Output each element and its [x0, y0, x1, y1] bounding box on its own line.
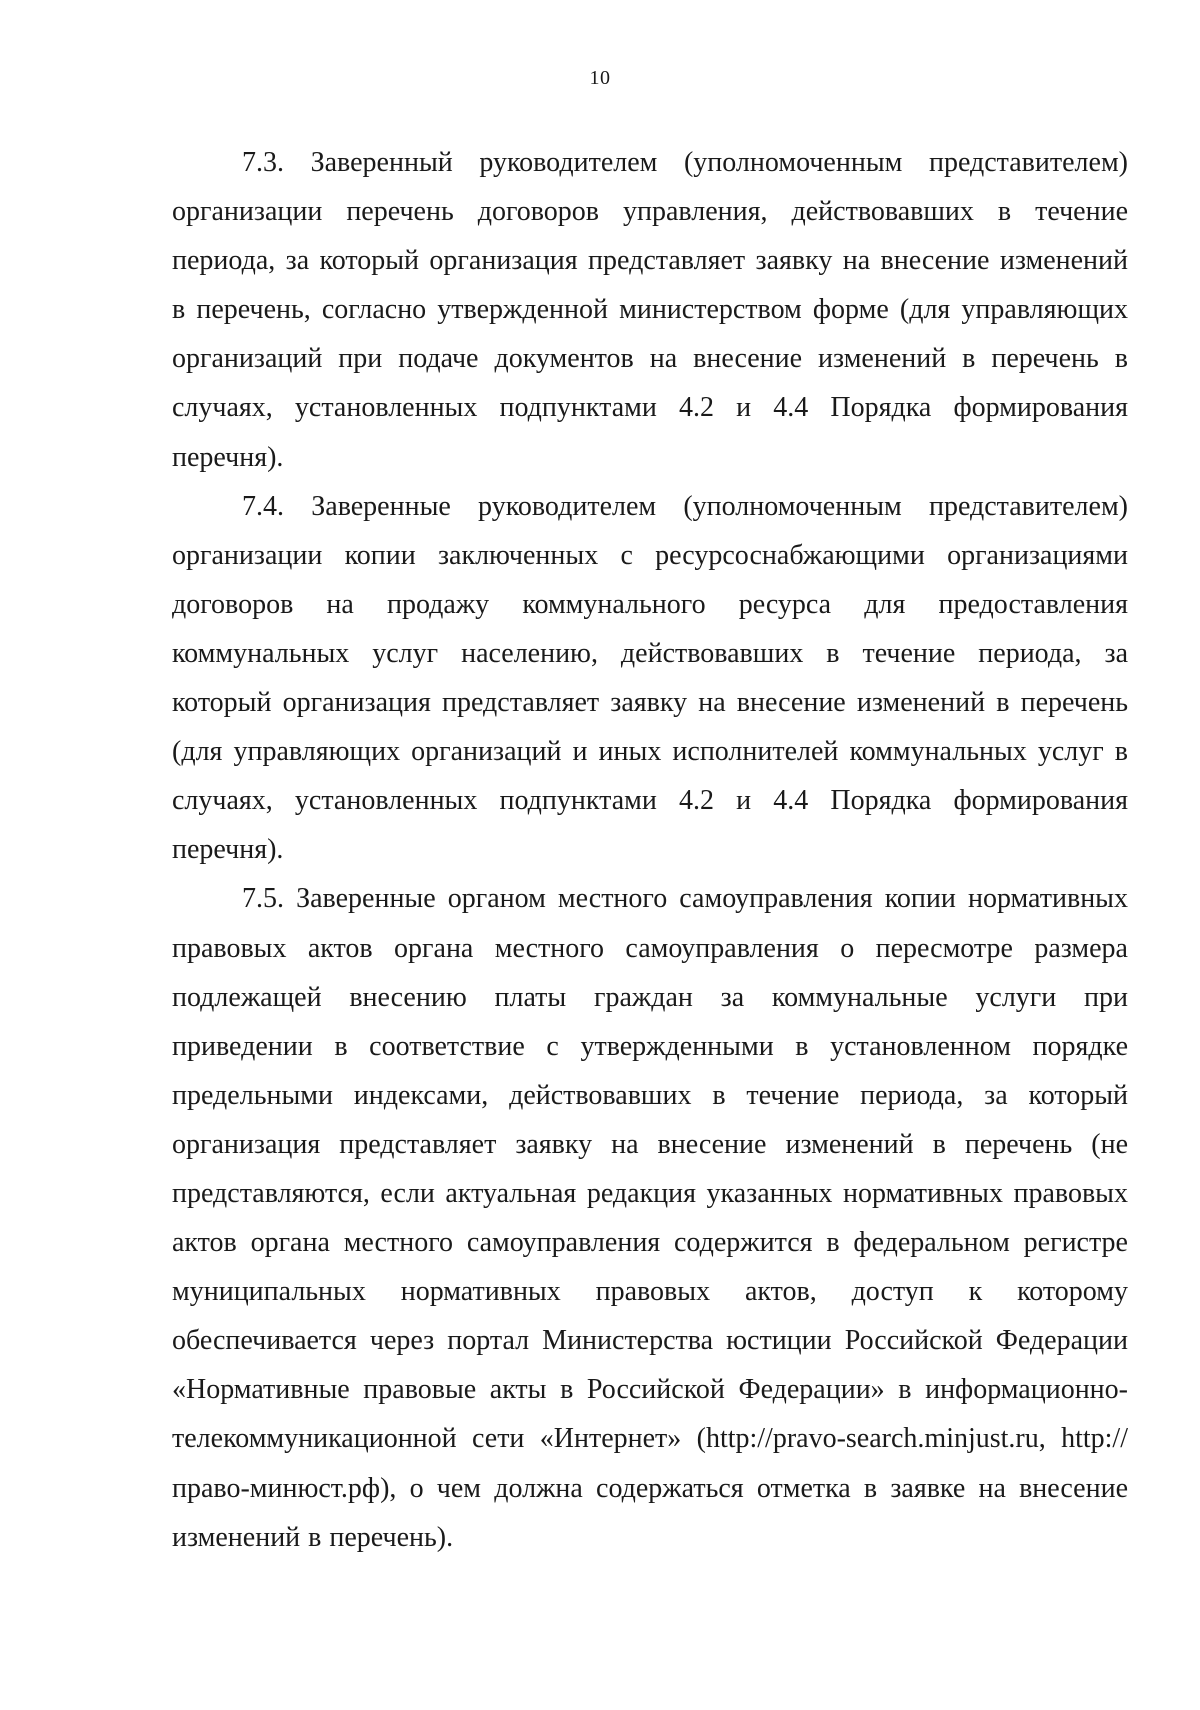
document-body: [172, 138, 1128, 1562]
paragraph-7-3: 7.3. Заверенный руководителем (уполномоченным представителем) организации перечень договоров управления, действовавших в течение периода, за который организация представляет заявку на внесение изменений в перечень, согласно утвержденной министерством форме (для управляющих организаций при подаче документов на внесение изменений в перечень в случаях, установленных подпунктами 4.2 и 4.4 Порядка формирования перечня).: [172, 147, 1128, 473]
page-number: 10: [589, 67, 611, 89]
paragraph-7-5: 7.5. Заверенные органом местного самоуправления копии нормативных правовых актов органа местного самоуправления о пересмотре размера подлежащей внесению платы граждан за коммунальные услуги при приведении в соответствие с утвержденными в установленном порядке предельными индексами, действовавших в течение периода, за который организация представляет заявку на внесение изменений в перечень (не представляются, если актуальная редакция указанных нормативных правовых актов органа местного самоуправления содержится в федеральном регистре муниципальных нормативных правовых актов, доступ к которому обеспечивается через портал Министерства юстиции Российской Федерации «Нормативные правовые акты в Российской Федерации» в информационно-телекоммуникационной сети «Интернет» (http://pravo-search.minjust.ru, http://право-минюст.рф), о чем должна содержаться отметка в заявке на внесение изменений в перечень).: [172, 883, 1128, 1553]
paragraph-7-4: 7.4. Заверенные руководителем (уполномоченным представителем) организации копии заключенных с ресурсоснабжающими организациями договоров на продажу коммунального ресурса для предоставления коммунальных услуг населению, действовавших в течение периода, за который организация представляет заявку на внесение изменений в перечень (для управляющих организаций и иных исполнителей коммунальных услуг в случаях, установленных подпунктами 4.2 и 4.4 Порядка формирования перечня).: [172, 490, 1128, 866]
